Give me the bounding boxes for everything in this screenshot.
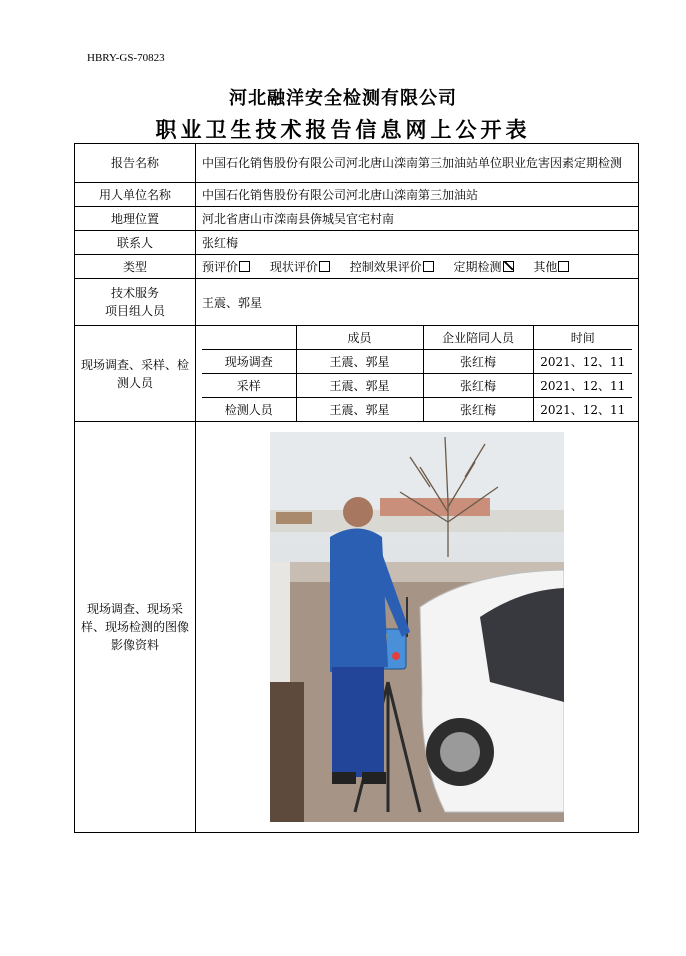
company-name: 河北融洋安全检测有限公司: [229, 88, 457, 109]
header-cell: [202, 326, 296, 350]
table-row: 现场调查 王震、郭星 张红梅 2021、12、11: [202, 350, 632, 374]
type-option-other[interactable]: 其他: [533, 260, 569, 274]
site-photo-illustration: [270, 432, 564, 822]
employer-value: 中国石化销售股份有限公司河北唐山滦南第三加油站: [196, 183, 639, 207]
table-header-row: [202, 326, 632, 350]
type-option-status-evaluation[interactable]: 现状评价: [270, 260, 330, 274]
checkbox-icon[interactable]: [239, 261, 250, 272]
page-title: 职业卫生技术报告信息网上公开表: [155, 117, 531, 142]
type-option-periodic-testing[interactable]: 定期检测: [454, 260, 514, 274]
location-label: 地理位置: [75, 207, 196, 231]
location-value: 河北省唐山市滦南县倴城吴官宅村南: [196, 207, 639, 231]
type-option-control-evaluation[interactable]: 控制效果评价: [350, 260, 434, 274]
survey-staff-table: [202, 326, 632, 421]
site-photo: [270, 432, 564, 822]
header-cell: 成员: [296, 326, 423, 350]
contact-label: 联系人: [75, 231, 196, 255]
photo-cell: [196, 422, 639, 833]
header-cell: 时间: [533, 326, 632, 350]
report-name-value: 中国石化销售股份有限公司河北唐山滦南第三加油站单位职业危害因素定期检测: [196, 144, 639, 183]
survey-staff-cell: [196, 326, 639, 422]
checkbox-icon[interactable]: [423, 261, 434, 272]
survey-staff-label: 现场调查、采样、检测人员: [75, 326, 196, 422]
header-cell: 企业陪同人员: [423, 326, 533, 350]
checkbox-icon[interactable]: [558, 261, 569, 272]
type-options: [196, 255, 639, 279]
tech-staff-label: 技术服务 项目组人员: [75, 279, 196, 326]
checkbox-icon[interactable]: [319, 261, 330, 272]
type-label: 类型: [75, 255, 196, 279]
type-option-pre-evaluation[interactable]: 预评价: [202, 260, 250, 274]
tech-staff-value: 王震、郭星: [196, 279, 639, 326]
photo-section-label: 现场调查、现场采样、现场检测的图像影像资料: [75, 422, 196, 833]
document-code: HBRY-GS-70823: [87, 52, 165, 64]
report-name-label: 报告名称: [75, 144, 196, 183]
contact-value: 张红梅: [196, 231, 639, 255]
employer-label: 用人单位名称: [75, 183, 196, 207]
disclosure-table: [74, 143, 639, 833]
checked-checkbox-icon[interactable]: [503, 261, 514, 272]
table-row: 采样 王震、郭星 张红梅 2021、12、11: [202, 374, 632, 398]
table-row: 检测人员 王震、郭星 张红梅 2021、12、11: [202, 398, 632, 422]
